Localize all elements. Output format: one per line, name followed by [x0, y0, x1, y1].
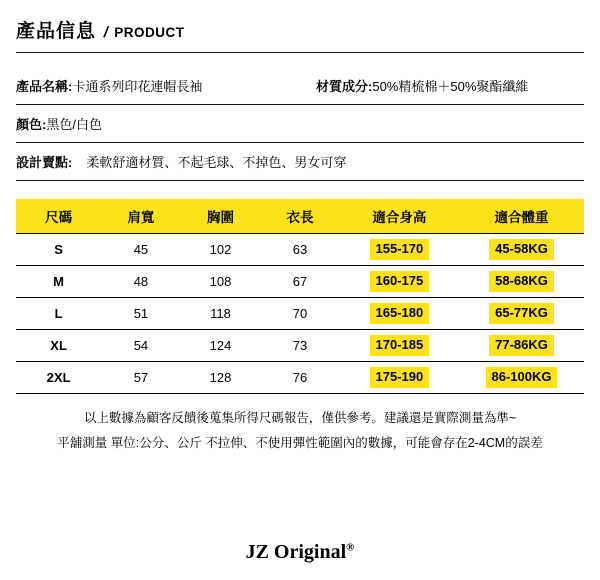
cell-height [340, 266, 459, 298]
cell-weight-value: 45-58KG [489, 239, 554, 259]
table-row [16, 362, 584, 394]
cell-length: 63 [260, 234, 340, 266]
cell-size: M [16, 266, 101, 298]
cell-weight [459, 234, 584, 266]
cell-height-value: 170-185 [370, 335, 430, 355]
cell-size: S [16, 234, 101, 266]
size-table [16, 199, 584, 394]
note-line-1: 以上數據為顧客反饋後蒐集所得尺碼報告，僅供參考。建議還是實際測量為準~ [83, 411, 517, 425]
info-divider-3 [16, 180, 584, 181]
brand-footer [0, 541, 600, 564]
info-row-color [16, 105, 584, 142]
cell-height [340, 298, 459, 330]
size-table-wrapper [16, 199, 584, 394]
color-label: 顏色: [16, 117, 47, 132]
cell-weight-value: 77-86KG [489, 335, 554, 355]
cell-shoulder: 57 [101, 362, 181, 394]
cell-length: 67 [260, 266, 340, 298]
info-material [316, 76, 584, 95]
product-name-label: 產品名稱: [16, 79, 73, 94]
col-header-length: 衣長 [260, 199, 340, 234]
size-table-body [16, 234, 584, 394]
brand-name: JZ Original [245, 541, 347, 563]
info-section [16, 67, 584, 181]
cell-weight-value: 86-100KG [486, 367, 558, 387]
table-header-row [16, 199, 584, 234]
cell-length: 76 [260, 362, 340, 394]
table-row [16, 266, 584, 298]
cell-shoulder: 45 [101, 234, 181, 266]
cell-weight [459, 362, 584, 394]
cell-chest: 128 [181, 362, 261, 394]
cell-height [340, 234, 459, 266]
cell-height-value: 165-180 [370, 303, 430, 323]
cell-height-value: 155-170 [370, 239, 430, 259]
cell-chest: 108 [181, 266, 261, 298]
cell-weight [459, 330, 584, 362]
col-header-size: 尺碼 [16, 199, 101, 234]
product-name-value: 卡通系列印花連帽長袖 [72, 79, 203, 94]
info-product-name [16, 76, 316, 95]
cell-size: XL [16, 330, 101, 362]
table-row [16, 234, 584, 266]
col-header-height: 適合身高 [340, 199, 459, 234]
col-header-chest: 胸圍 [181, 199, 261, 234]
info-row-name-material [16, 67, 584, 104]
cell-chest: 118 [181, 298, 261, 330]
header-slash-icon: / [102, 24, 110, 41]
cell-shoulder: 51 [101, 298, 181, 330]
cell-weight [459, 298, 584, 330]
color-value: 黑色/白色 [46, 117, 102, 132]
cell-height [340, 362, 459, 394]
cell-shoulder: 48 [101, 266, 181, 298]
measurement-notes [16, 406, 584, 456]
page-header [16, 0, 584, 43]
table-row [16, 330, 584, 362]
registered-trademark-icon: ® [346, 541, 355, 554]
cell-weight-value: 65-77KG [489, 303, 554, 323]
cell-chest: 124 [181, 330, 261, 362]
col-header-shoulder: 肩寬 [101, 199, 181, 234]
cell-size: 2XL [16, 362, 101, 394]
sellpoint-value: 柔軟舒適材質、不起毛球、不掉色、男女可穿 [86, 155, 347, 170]
cell-length: 73 [260, 330, 340, 362]
page-title: 產品信息 [16, 21, 97, 42]
col-header-weight: 適合體重 [459, 199, 584, 234]
material-value: 50%精梳棉＋50%聚酯纖維 [372, 79, 529, 94]
size-table-head [16, 199, 584, 234]
cell-shoulder: 54 [101, 330, 181, 362]
cell-height-value: 175-190 [370, 367, 430, 387]
info-color [16, 114, 316, 133]
info-row-sellpoint [16, 143, 584, 180]
material-label: 材質成分: [316, 79, 373, 94]
cell-length: 70 [260, 298, 340, 330]
cell-weight-value: 58-68KG [489, 271, 554, 291]
cell-chest: 102 [181, 234, 261, 266]
table-row [16, 298, 584, 330]
cell-size: L [16, 298, 101, 330]
cell-height-value: 160-175 [370, 271, 430, 291]
info-sellpoint [16, 152, 584, 171]
note-line-2: 平舖測量 單位:公分、公斤 不拉伸、不使用彈性範圍內的數據，可能會存在2-4CM的誤差 [57, 436, 543, 450]
header-divider [16, 52, 584, 53]
page-subtitle: PRODUCT [114, 25, 185, 40]
sellpoint-label: 設計賣點: [16, 155, 73, 170]
cell-height [340, 330, 459, 362]
cell-weight [459, 266, 584, 298]
